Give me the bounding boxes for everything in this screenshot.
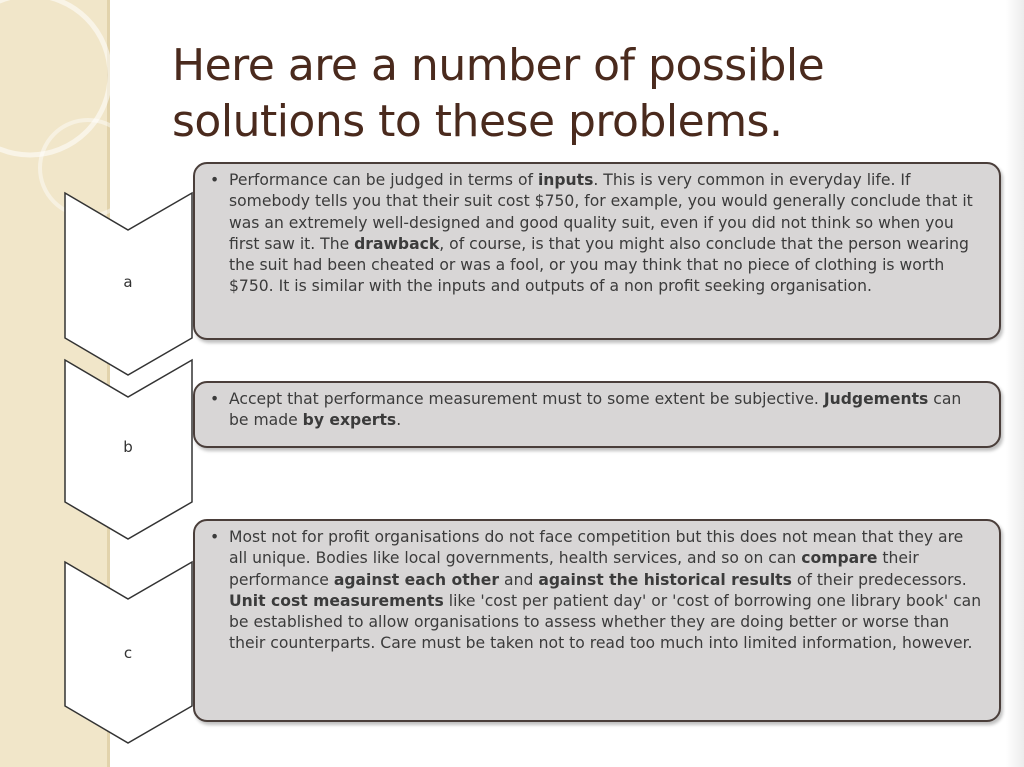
chevron-process xyxy=(0,0,200,767)
body-text: can be made xyxy=(229,390,962,430)
step-label-c: c xyxy=(123,644,133,662)
step-text-c xyxy=(229,527,983,655)
emphasis-text: by experts xyxy=(302,411,397,430)
body-text: , of course, is that you might also conclude that the person wearing the suit had been cheated or was a fool, or you may think that no piece of clothing is worth $750. It is similar with the inputs and outputs of a non profit seeking organisation. xyxy=(229,234,969,296)
body-text: and xyxy=(499,570,539,589)
emphasis-text: inputs xyxy=(537,171,594,189)
emphasis-text: drawback xyxy=(354,234,440,253)
body-text: their performance xyxy=(229,549,919,589)
emphasis-text: Judgements xyxy=(823,390,929,408)
emphasis-text: against the historical results xyxy=(538,570,792,589)
step-box-b xyxy=(193,381,1001,448)
body-text: of their predecessors. xyxy=(791,570,967,589)
step-label-a: a xyxy=(123,273,133,291)
emphasis-text: compare xyxy=(801,549,878,568)
body-text: Most not for profit organisations do not face competition but this does not mean that they are all unique. Bodies like local governments, health services, and so on can xyxy=(229,528,964,568)
step-text-b xyxy=(229,389,983,432)
body-text: Accept that performance measurement must to some extent be subjective. xyxy=(229,390,824,408)
emphasis-text: Unit cost measurements xyxy=(229,591,444,610)
body-text: . xyxy=(396,411,402,430)
body-text: Performance can be judged in terms of xyxy=(229,171,538,189)
step-box-a xyxy=(193,162,1001,340)
step-label-b: b xyxy=(123,438,133,456)
step-box-c xyxy=(193,519,1001,722)
slide-title: Here are a number of possible solutions to these problems. xyxy=(172,40,825,147)
body-text: . This is very common in everyday life. If somebody tells you that their suit cost $750, for example, you would generally conclude that it was an extremely well-designed and good quality suit, even if you did not think so when you first saw it. The xyxy=(229,171,973,253)
body-text: like 'cost per patient day' or 'cost of borrowing one library book' can be established to allow organisations to assess whether they are doing better or worse than their counterparts. Care must be taken not to read too much into limited information, however. xyxy=(229,591,982,653)
step-text-a xyxy=(229,170,983,298)
right-edge-shadow xyxy=(1006,0,1024,767)
emphasis-text: against each other xyxy=(333,570,500,589)
